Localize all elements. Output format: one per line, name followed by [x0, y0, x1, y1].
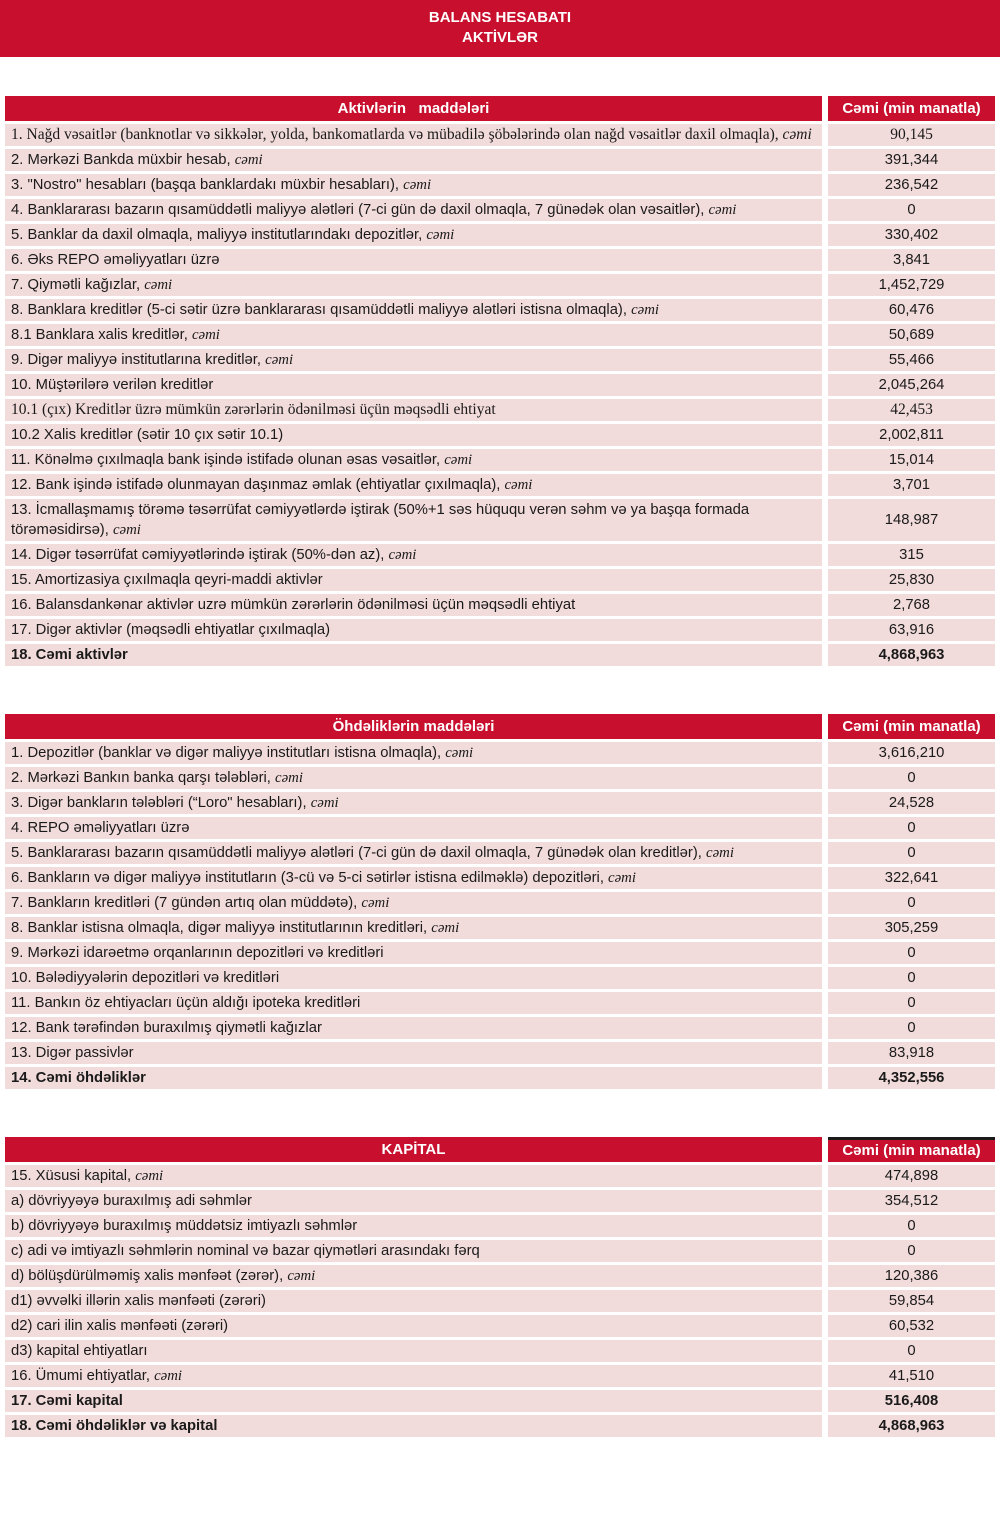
- row-label: [5, 1265, 822, 1287]
- table-row: [5, 1365, 995, 1387]
- row-label-text: 10. Bələdiyyələrin depozitləri və kreditləri: [11, 970, 280, 986]
- row-label-text: 17. Digər aktivlər (məqsədli ehtiyatlar çıxılmaqla): [11, 622, 331, 638]
- row-label-suffix: cəmi: [265, 352, 294, 368]
- section-rows: [5, 1165, 995, 1437]
- row-label-text: 6. Əks REPO əməliyyatları üzrə: [11, 252, 220, 268]
- row-label: [5, 917, 822, 939]
- table-row: [5, 1165, 995, 1187]
- row-label-text: 8. Banklar istisna olmaqla, digər maliyyə institutlarının kreditləri,: [11, 920, 432, 936]
- row-label-text: 13. İcmallaşmamış törəmə təsərrüfat cəmiyyətlərdə iştirak (50%+1 səs hüququ verən səhm və ya başqa formada törəməsidirsə),: [11, 502, 750, 538]
- row-label-suffix: cəmi: [403, 177, 432, 193]
- table-row: [5, 1265, 995, 1287]
- table-row: [5, 1215, 995, 1237]
- row-label-suffix: cəmi: [608, 870, 636, 886]
- balance-section: [5, 96, 995, 666]
- row-label-text: 14. Cəmi öhdəliklər: [11, 1070, 146, 1086]
- row-label-suffix: cəmi: [154, 1368, 183, 1384]
- table-row: [5, 967, 995, 989]
- row-label-text: 10.2 Xalis kreditlər (sətir 10 çıx sətir 10.1): [11, 427, 284, 443]
- row-label-suffix: cəmi: [504, 477, 533, 493]
- row-label: [5, 644, 822, 666]
- row-label: [5, 299, 822, 321]
- row-label-text: 1. Depozitlər (banklar və digər maliyyə institutları istisna olmaqla),: [11, 745, 446, 761]
- table-row: [5, 374, 995, 396]
- row-label-suffix: cəmi: [144, 277, 173, 293]
- table-row: [5, 892, 995, 914]
- row-label: [5, 174, 822, 196]
- table-row: [5, 792, 995, 814]
- table-row: [5, 1067, 995, 1089]
- table-row: [5, 1190, 995, 1212]
- row-label-text: 12. Bank işində istifadə olunmayan daşınmaz əmlak (ehtiyatlar çıxılmaqla),: [11, 477, 505, 493]
- row-value: 0: [828, 767, 995, 789]
- row-label-text: 4. REPO əməliyyatları üzrə: [11, 820, 190, 836]
- row-label-suffix: cəmi: [444, 452, 473, 468]
- row-label-suffix: cəmi: [782, 126, 812, 143]
- table-row: [5, 1042, 995, 1064]
- row-value: 0: [828, 892, 995, 914]
- report-title-line2: AKTİVLƏR: [462, 29, 538, 46]
- row-label-text: 15. Amortizasiya çıxılmaqla qeyri-maddi aktivlər: [11, 572, 323, 588]
- row-value: 354,512: [828, 1190, 995, 1212]
- row-label-text: 3. "Nostro" hesabları (başqa banklardakı müxbir hesabları),: [11, 177, 404, 193]
- row-label-text: 17. Cəmi kapital: [11, 1393, 123, 1409]
- row-label: [5, 1017, 822, 1039]
- row-label-text: d3) kapital ehtiyatları: [11, 1343, 148, 1359]
- row-label-text: d) bölüşdürülməmiş xalis mənfəət (zərər),: [11, 1268, 288, 1284]
- row-value: 391,344: [828, 149, 995, 171]
- row-label-text: 16. Balansdankənar aktivlər uzrə mümkün zərərlərin ödənilməsi üçün məqsədli ehtiyat: [11, 597, 576, 613]
- row-label: [5, 892, 822, 914]
- table-row: [5, 1290, 995, 1312]
- row-label-suffix: cəmi: [112, 522, 141, 538]
- table-row: [5, 817, 995, 839]
- row-label: [5, 199, 822, 221]
- row-value: 60,532: [828, 1315, 995, 1337]
- row-value: 516,408: [828, 1390, 995, 1412]
- table-row: [5, 1240, 995, 1262]
- row-label-suffix: cəmi: [191, 327, 220, 343]
- row-label: [5, 544, 822, 566]
- row-label-suffix: cəmi: [708, 202, 737, 218]
- row-label-text: c) adi və imtiyazlı səhmlərin nominal və bazar qiymətləri arasındakı fərq: [11, 1243, 480, 1259]
- table-row: [5, 742, 995, 764]
- row-label: [5, 274, 822, 296]
- row-label: [5, 424, 822, 446]
- row-label: [5, 742, 822, 764]
- row-label: [5, 249, 822, 271]
- table-row: [5, 544, 995, 566]
- row-value: 2,768: [828, 594, 995, 616]
- table-row: [5, 842, 995, 864]
- row-value: 0: [828, 942, 995, 964]
- row-label-text: 8.1 Banklara xalis kreditlər,: [11, 327, 192, 343]
- row-label-suffix: cəmi: [431, 920, 460, 936]
- row-label-text: 15. Xüsusi kapital,: [11, 1168, 136, 1184]
- table-row: [5, 224, 995, 246]
- row-label-text: b) dövriyyəyə buraxılmış müddətsiz imtiyazlı səhmlər: [11, 1218, 358, 1234]
- row-value: 60,476: [828, 299, 995, 321]
- table-row: [5, 249, 995, 271]
- row-label-text: 2. Mərkəzi Bankın banka qarşı tələbləri,: [11, 770, 276, 786]
- row-label-text: 10. Müştərilərə verilən kreditlər: [11, 377, 214, 393]
- row-value: 148,987: [828, 499, 995, 541]
- row-value: 0: [828, 842, 995, 864]
- row-label-text: 2. Mərkəzi Bankda müxbir hesab,: [11, 152, 235, 168]
- table-row: [5, 619, 995, 641]
- table-row: [5, 199, 995, 221]
- table-row: [5, 324, 995, 346]
- row-value: 3,616,210: [828, 742, 995, 764]
- row-label: [5, 767, 822, 789]
- row-value: 3,701: [828, 474, 995, 496]
- row-value: 0: [828, 199, 995, 221]
- row-value: 55,466: [828, 349, 995, 371]
- row-label: [5, 842, 822, 864]
- section-header-value: Cəmi (min manatla): [828, 96, 995, 121]
- section-rows: [5, 742, 995, 1089]
- row-value: 305,259: [828, 917, 995, 939]
- table-row: [5, 992, 995, 1014]
- row-value: 4,868,963: [828, 644, 995, 666]
- row-value: 1,452,729: [828, 274, 995, 296]
- row-value: 59,854: [828, 1290, 995, 1312]
- row-label-text: 8. Banklara kreditlər (5-ci sətir üzrə banklararası qısamüddətli maliyyə alətləri istisna olmaqla),: [11, 302, 632, 318]
- row-label: [5, 1042, 822, 1064]
- row-label-text: 14. Digər təsərrüfat cəmiyyətlərində iştirak (50%-dən az),: [11, 547, 389, 563]
- row-label-text: a) dövriyyəyə buraxılmış adi səhmlər: [11, 1193, 252, 1209]
- table-row: [5, 174, 995, 196]
- section-rows: [5, 124, 995, 666]
- row-label-text: 7. Bankların kreditləri (7 gündən artıq olan müddətə),: [11, 895, 362, 911]
- row-value: 83,918: [828, 1042, 995, 1064]
- table-row: [5, 424, 995, 446]
- table-row: [5, 569, 995, 591]
- row-label-suffix: cəmi: [706, 845, 734, 861]
- row-label: [5, 1290, 822, 1312]
- section-header-label: KAPİTAL: [5, 1137, 822, 1162]
- table-row: [5, 917, 995, 939]
- row-label: [5, 942, 822, 964]
- row-label: [5, 374, 822, 396]
- table-row: [5, 942, 995, 964]
- row-label-suffix: cəmi: [426, 227, 455, 243]
- row-value: 24,528: [828, 792, 995, 814]
- row-label: [5, 1415, 822, 1437]
- table-row: [5, 499, 995, 541]
- row-label-text: 1. Nağd vəsaitlər (banknotlar və sikkələr, yolda, bankomatlarda və mübadilə şöbələrində olan nağd vəsaitlər daxil olmaqla),: [11, 126, 783, 143]
- row-label: [5, 224, 822, 246]
- row-value: 63,916: [828, 619, 995, 641]
- row-label: [5, 399, 822, 421]
- row-label: [5, 1165, 822, 1187]
- row-label: [5, 149, 822, 171]
- row-label-text: 11. Könəlmə çıxılmaqla bank işində istifadə olunan əsas vəsaitlər,: [11, 452, 445, 468]
- row-value: 25,830: [828, 569, 995, 591]
- row-label: [5, 324, 822, 346]
- row-label-suffix: cəmi: [234, 152, 263, 168]
- row-value: 315: [828, 544, 995, 566]
- row-label: [5, 499, 822, 541]
- table-row: [5, 299, 995, 321]
- row-label-text: 9. Mərkəzi idarəetmə orqanlarının depozitləri və kreditləri: [11, 945, 384, 961]
- row-value: 330,402: [828, 224, 995, 246]
- table-row: [5, 349, 995, 371]
- row-label: [5, 1190, 822, 1212]
- row-label-suffix: cəmi: [275, 770, 303, 786]
- row-label-text: 18. Cəmi öhdəliklər və kapital: [11, 1418, 218, 1434]
- row-value: 0: [828, 967, 995, 989]
- row-label-text: 7. Qiymətli kağızlar,: [11, 277, 145, 293]
- balance-section: [5, 1137, 995, 1437]
- row-label: [5, 1240, 822, 1262]
- row-label-text: 18. Cəmi aktivlər: [11, 647, 128, 663]
- row-value: 0: [828, 817, 995, 839]
- row-label-text: 3. Digər bankların tələbləri (“Loro" hesabları),: [11, 795, 311, 811]
- table-row: [5, 124, 995, 146]
- row-label-text: d2) cari ilin xalis mənfəəti (zərəri): [11, 1318, 229, 1334]
- row-value: 4,868,963: [828, 1415, 995, 1437]
- row-label: [5, 817, 822, 839]
- table-row: [5, 274, 995, 296]
- row-label-text: 16. Ümumi ehtiyatlar,: [11, 1368, 155, 1384]
- row-label-text: 10.1 (çıx) Kreditlər üzrə mümkün zərərlərin ödənilməsi üçün məqsədli ehtiyat: [11, 401, 496, 418]
- table-row: [5, 1340, 995, 1362]
- row-label-suffix: cəmi: [287, 1268, 316, 1284]
- row-label: [5, 449, 822, 471]
- row-value: 41,510: [828, 1365, 995, 1387]
- section-header-row: [5, 96, 995, 121]
- row-label: [5, 594, 822, 616]
- table-row: [5, 149, 995, 171]
- table-row: [5, 1315, 995, 1337]
- row-label: [5, 1390, 822, 1412]
- row-label: [5, 967, 822, 989]
- row-label: [5, 619, 822, 641]
- row-label: [5, 1365, 822, 1387]
- section-header-row: [5, 1137, 995, 1162]
- table-row: [5, 644, 995, 666]
- row-label-text: 5. Banklar da daxil olmaqla, maliyyə institutlarındakı depozitlər,: [11, 227, 427, 243]
- row-label-text: 5. Banklararası bazarın qısamüddətli maliyyə alətləri (7-ci gün də daxil olmaqla, 7 günədək olan kreditlər),: [11, 845, 706, 861]
- row-label: [5, 867, 822, 889]
- row-label: [5, 124, 822, 146]
- row-label-suffix: cəmi: [445, 745, 474, 761]
- section-header-row: [5, 714, 995, 739]
- row-label: [5, 792, 822, 814]
- row-value: 322,641: [828, 867, 995, 889]
- row-value: 120,386: [828, 1265, 995, 1287]
- row-label: [5, 1067, 822, 1089]
- row-label: [5, 992, 822, 1014]
- report-title-banner: [0, 0, 1000, 57]
- row-label-text: 9. Digər maliyyə institutlarına kreditlər,: [11, 352, 266, 368]
- balance-tables: [0, 96, 1000, 1437]
- table-row: [5, 1390, 995, 1412]
- table-row: [5, 474, 995, 496]
- row-value: 3,841: [828, 249, 995, 271]
- row-label: [5, 1315, 822, 1337]
- row-label-text: 11. Bankın öz ehtiyacları üçün aldığı ipoteka kreditləri: [11, 995, 361, 1011]
- row-value: 0: [828, 1340, 995, 1362]
- row-value: 42,453: [828, 399, 995, 421]
- row-label: [5, 474, 822, 496]
- row-value: 90,145: [828, 124, 995, 146]
- table-row: [5, 767, 995, 789]
- row-label-suffix: cəmi: [388, 547, 417, 563]
- section-header-value: Cəmi (min manatla): [828, 714, 995, 739]
- row-label-text: d1) əvvəlki illərin xalis mənfəəti (zərəri): [11, 1293, 266, 1309]
- row-value: 15,014: [828, 449, 995, 471]
- row-value: 0: [828, 1240, 995, 1262]
- section-header-value: Cəmi (min manatla): [828, 1137, 995, 1162]
- table-row: [5, 1415, 995, 1437]
- row-value: 0: [828, 992, 995, 1014]
- row-label-suffix: cəmi: [361, 895, 390, 911]
- table-row: [5, 867, 995, 889]
- balance-section: [5, 714, 995, 1089]
- row-label: [5, 1215, 822, 1237]
- row-label-suffix: cəmi: [631, 302, 660, 318]
- row-label-text: 13. Digər passivlər: [11, 1045, 134, 1061]
- table-row: [5, 594, 995, 616]
- row-value: 2,002,811: [828, 424, 995, 446]
- row-label: [5, 349, 822, 371]
- section-header-label: Aktivlərin maddələri: [5, 96, 822, 121]
- row-label: [5, 569, 822, 591]
- row-label-suffix: cəmi: [310, 795, 339, 811]
- row-label-suffix: cəmi: [135, 1168, 164, 1184]
- row-value: 2,045,264: [828, 374, 995, 396]
- row-label-text: 6. Bankların və digər maliyyə institutların (3-cü və 5-ci sətirlər istisna edilməklə) depozitləri,: [11, 870, 609, 886]
- row-value: 474,898: [828, 1165, 995, 1187]
- table-row: [5, 1017, 995, 1039]
- row-value: 236,542: [828, 174, 995, 196]
- table-row: [5, 449, 995, 471]
- table-row: [5, 399, 995, 421]
- row-value: 0: [828, 1215, 995, 1237]
- row-value: 4,352,556: [828, 1067, 995, 1089]
- row-label-text: 4. Banklararası bazarın qısamüddətli maliyyə alətləri (7-ci gün də daxil olmaqla, 7 günədək olan vəsaitlər),: [11, 202, 709, 218]
- report-title-line1: BALANS HESABATI: [428, 9, 572, 26]
- row-label: [5, 1340, 822, 1362]
- row-label-text: 12. Bank tərəfindən buraxılmış qiymətli kağızlar: [11, 1020, 322, 1036]
- section-header-label: Öhdəliklərin maddələri: [5, 714, 822, 739]
- row-value: 0: [828, 1017, 995, 1039]
- row-value: 50,689: [828, 324, 995, 346]
